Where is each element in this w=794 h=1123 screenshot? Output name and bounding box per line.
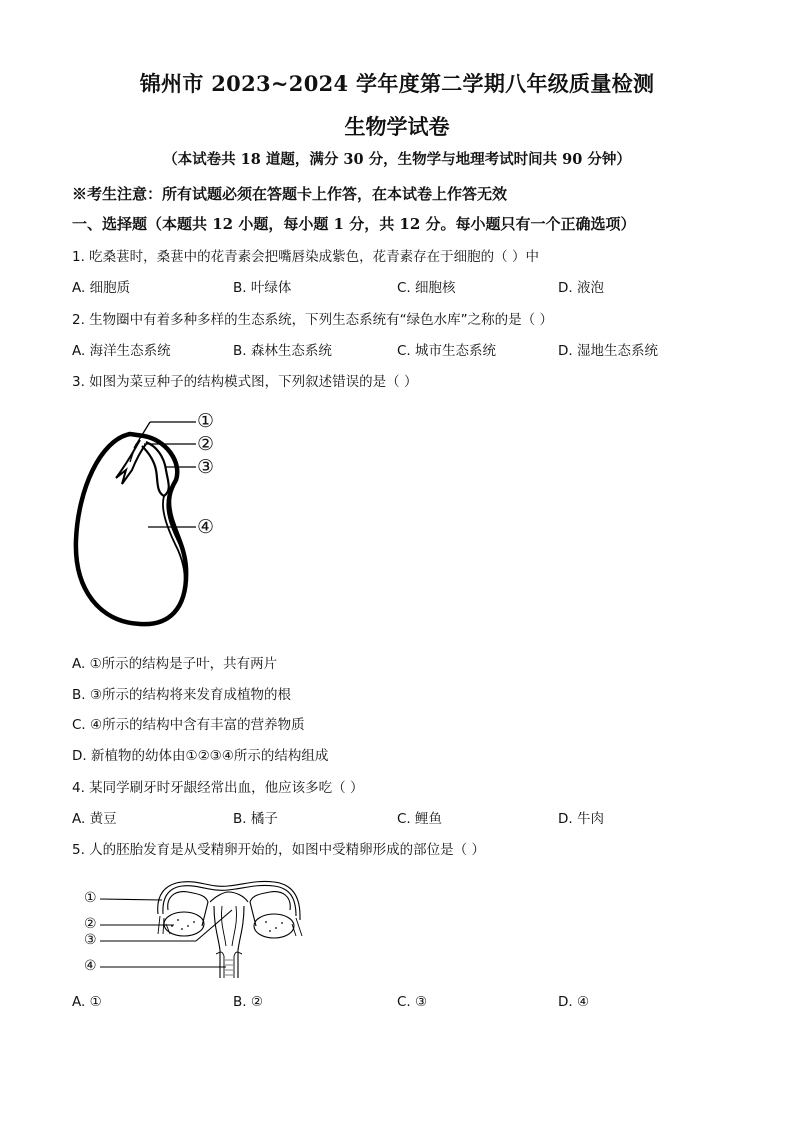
question-2-stem: 2. 生物圈中有着多种多样的生态系统，下列生态系统有“绿色水库”之称的是（ ） — [72, 312, 553, 328]
option-c: C. 细胞核 — [397, 280, 456, 296]
uterus-label-3: ③ — [84, 932, 97, 948]
question-2-options — [0, 339, 794, 359]
option-b: B. 橘子 — [233, 811, 278, 827]
uterus-label-2: ② — [84, 916, 97, 932]
bean-seed-illustration — [60, 400, 260, 640]
seed-label-4: ④ — [197, 516, 215, 538]
seed-label-1: ① — [197, 410, 215, 432]
section-title: 一、选择题（本题共 12 小题，每小题 1 分，共 12 分。每小题只有一个正确选项） — [72, 215, 636, 233]
question-5-options — [0, 994, 794, 1014]
question-1-stem: 1. 吃桑葚时，桑葚中的花青素会把嘴唇染成紫色，花青素存在于细胞的（ ）中 — [72, 249, 539, 265]
option-a: A. 黄豆 — [72, 811, 117, 827]
option-b: B. 森林生态系统 — [233, 343, 332, 359]
uterus-label-4: ④ — [84, 958, 97, 974]
seed-label-3: ③ — [197, 456, 215, 478]
option-b: B. ② — [233, 994, 263, 1010]
question-4-options — [0, 807, 794, 827]
option-d: D. ④ — [558, 994, 590, 1010]
uterus-label-1: ① — [84, 890, 97, 906]
exam-notice: ※考生注意：所有试题必须在答题卡上作答，在本试卷上作答无效 — [72, 185, 508, 203]
bean-seed-diagram — [60, 400, 260, 640]
option-a: A. 细胞质 — [72, 280, 131, 296]
seed-label-2: ② — [197, 433, 215, 455]
question-3-option-c: C. ④所示的结构中含有丰富的营养物质 — [72, 717, 305, 733]
option-a: A. 海洋生态系统 — [72, 343, 171, 359]
option-d: D. 液泡 — [558, 280, 604, 296]
female-reproductive-diagram — [60, 866, 320, 978]
exam-subtitle: 生物学试卷 — [344, 114, 450, 139]
exam-title: 锦州市 2023~2024 学年度第二学期八年级质量检测 — [139, 71, 655, 96]
option-c: C. 城市生态系统 — [397, 343, 497, 359]
reproductive-system-illustration — [60, 866, 320, 978]
question-3-stem: 3. 如图为菜豆种子的结构模式图，下列叙述错误的是（ ） — [72, 374, 418, 390]
option-c: C. 鲤鱼 — [397, 811, 443, 827]
option-a: A. ① — [72, 994, 102, 1010]
question-3-option-a: A. ①所示的结构是子叶，共有两片 — [72, 656, 278, 672]
exam-info: （本试卷共 18 道题，满分 30 分，生物学与地理考试时间共 90 分钟） — [163, 151, 631, 168]
question-3-option-d: D. 新植物的幼体由①②③④所示的结构组成 — [72, 748, 329, 764]
question-5-stem: 5. 人的胚胎发育是从受精卵开始的，如图中受精卵形成的部位是（ ） — [72, 842, 485, 858]
option-d: D. 湿地生态系统 — [558, 343, 658, 359]
question-4-stem: 4. 某同学刷牙时牙龈经常出血，他应该多吃（ ） — [72, 780, 364, 796]
option-b: B. 叶绿体 — [233, 280, 292, 296]
question-3-option-b: B. ③所示的结构将来发育成植物的根 — [72, 687, 291, 703]
option-c: C. ③ — [397, 994, 428, 1010]
option-d: D. 牛肉 — [558, 811, 604, 827]
question-1-options — [0, 276, 794, 296]
